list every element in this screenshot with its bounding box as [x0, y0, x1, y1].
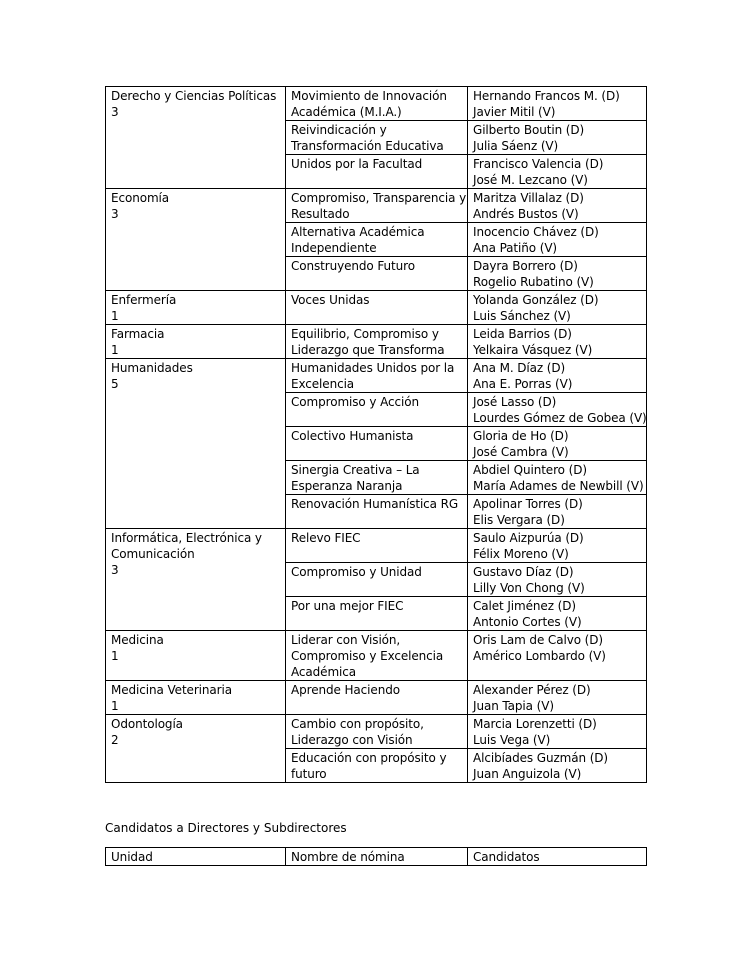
nomination-name-line: Sinergia Creativa – La — [291, 463, 420, 477]
candidate-name: Juan Tapia (V) — [473, 699, 554, 713]
unit-name: Medicina Veterinaria — [111, 683, 232, 697]
candidate-name: Alcibíades Guzmán (D) — [473, 751, 609, 765]
candidates-cell — [468, 427, 647, 461]
unit-name: Derecho y Ciencias Políticas — [111, 89, 277, 103]
candidate-name: Elis Vergara (D) — [473, 513, 565, 527]
unit-seats: 3 — [111, 563, 119, 577]
nomination-name-line: Compromiso y Unidad — [291, 565, 422, 579]
table-row — [106, 189, 647, 223]
table-row — [106, 631, 647, 681]
candidate-name: Julia Sáenz (V) — [473, 139, 559, 153]
candidate-name: Francisco Valencia (D) — [473, 157, 604, 171]
candidate-name: Juan Anguizola (V) — [473, 767, 582, 781]
nomination-name-line: futuro — [291, 767, 327, 781]
unit-name: Economía — [111, 191, 170, 205]
table-row — [106, 325, 647, 359]
candidate-name: José Lasso (D) — [473, 395, 557, 409]
section-heading: Candidatos a Directores y Subdirectores — [105, 821, 347, 835]
nomination-cell — [286, 291, 468, 325]
candidate-name: María Adames de Newbill (V) — [473, 479, 644, 493]
header-candidates: Candidatos — [468, 848, 647, 866]
candidates-cell — [468, 631, 647, 681]
unit-name: Odontología — [111, 717, 183, 731]
nomination-cell — [286, 597, 468, 631]
nomination-name-line: Unidos por la Facultad — [291, 157, 423, 171]
nomination-name-line: Colectivo Humanista — [291, 429, 414, 443]
candidates-cell — [468, 223, 647, 257]
nomination-name-line: Liderazgo con Visión — [291, 733, 413, 747]
candidates-cell — [468, 461, 647, 495]
unit-seats: 2 — [111, 733, 119, 747]
nomination-name-line: Transformación Educativa — [291, 139, 444, 153]
nomination-cell — [286, 359, 468, 393]
candidate-name: Leida Barrios (D) — [473, 327, 572, 341]
nomination-name-line: Equilibrio, Compromiso y — [291, 327, 439, 341]
candidates-cell — [468, 359, 647, 393]
nomination-name-line: Compromiso y Excelencia — [291, 649, 444, 663]
candidate-name: Félix Moreno (V) — [473, 547, 569, 561]
nomination-cell — [286, 631, 468, 681]
candidate-name: Ana Patiño (V) — [473, 241, 558, 255]
unit-seats: 1 — [111, 699, 119, 713]
nomination-name-line: Liderar con Visión, — [291, 633, 401, 647]
unit-name-continued: Comunicación — [111, 547, 195, 561]
candidate-name: Américo Lombardo (V) — [473, 649, 606, 663]
table-row — [106, 87, 647, 121]
nomination-name-line: Relevo FIEC — [291, 531, 361, 545]
nomination-cell — [286, 87, 468, 121]
nomination-cell — [286, 257, 468, 291]
unit-cell — [106, 631, 286, 681]
nomination-cell — [286, 427, 468, 461]
candidates-cell — [468, 155, 647, 189]
unit-name: Humanidades — [111, 361, 193, 375]
candidates-cell — [468, 529, 647, 563]
nomination-name-line: Académica — [291, 665, 357, 679]
nomination-name-line: Compromiso, Transparencia y — [291, 191, 467, 205]
candidate-name: Saulo Aizpurúa (D) — [473, 531, 584, 545]
candidate-name: Oris Lam de Calvo (D) — [473, 633, 603, 647]
nomination-cell — [286, 563, 468, 597]
candidate-name: Yolanda González (D) — [473, 293, 599, 307]
nomination-cell — [286, 749, 468, 783]
unit-seats: 5 — [111, 377, 119, 391]
nomination-name-line: Académica (M.I.A.) — [291, 105, 402, 119]
nomination-cell — [286, 529, 468, 563]
candidate-name: Antonio Cortes (V) — [473, 615, 582, 629]
table-row — [106, 359, 647, 393]
unit-seats: 1 — [111, 649, 119, 663]
nomination-name-line: Resultado — [291, 207, 350, 221]
nomination-name-line: Excelencia — [291, 377, 355, 391]
nomination-cell — [286, 681, 468, 715]
candidates-cell — [468, 715, 647, 749]
candidate-name: Luis Vega (V) — [473, 733, 551, 747]
candidate-name: Gloria de Ho (D) — [473, 429, 569, 443]
candidate-name: Lilly Von Chong (V) — [473, 581, 585, 595]
candidate-name: Lourdes Gómez de Gobea (V) — [473, 411, 647, 425]
header-nomination-name: Nombre de nómina — [286, 848, 468, 866]
candidates-cell — [468, 121, 647, 155]
nomination-name-line: Educación con propósito y — [291, 751, 447, 765]
unit-cell — [106, 291, 286, 325]
candidates-cell — [468, 325, 647, 359]
unit-cell — [106, 87, 286, 189]
nomination-name-line: Por una mejor FIEC — [291, 599, 404, 613]
nomination-name-line: Aprende Haciendo — [291, 683, 400, 697]
nomination-name-line: Humanidades Unidos por la — [291, 361, 455, 375]
nomination-name-line: Independiente — [291, 241, 377, 255]
nomination-cell — [286, 223, 468, 257]
candidate-name: Dayra Borrero (D) — [473, 259, 578, 273]
nomination-cell — [286, 121, 468, 155]
nomination-name-line: Voces Unidas — [291, 293, 370, 307]
candidate-name: Gustavo Díaz (D) — [473, 565, 574, 579]
unit-name: Medicina — [111, 633, 164, 647]
unit-cell — [106, 715, 286, 783]
candidates-cell — [468, 291, 647, 325]
header-unit: Unidad — [106, 848, 286, 866]
nomination-cell — [286, 325, 468, 359]
candidates-cell — [468, 257, 647, 291]
candidate-name: Inocencio Chávez (D) — [473, 225, 599, 239]
nomination-name-line: Reivindicación y — [291, 123, 387, 137]
unit-seats: 1 — [111, 309, 119, 323]
unit-name: Enfermería — [111, 293, 177, 307]
candidates-cell — [468, 597, 647, 631]
candidates-cell — [468, 87, 647, 121]
nomination-cell — [286, 393, 468, 427]
nomination-name-line: Liderazgo que Transforma — [291, 343, 445, 357]
unit-seats: 1 — [111, 343, 119, 357]
nomination-name-line: Cambio con propósito, — [291, 717, 424, 731]
candidates-cell — [468, 189, 647, 223]
directors-candidates-table — [105, 847, 647, 866]
council-candidates-table — [105, 86, 647, 783]
candidate-name: Javier Mitil (V) — [473, 105, 556, 119]
candidates-cell — [468, 749, 647, 783]
candidate-name: Apolinar Torres (D) — [473, 497, 583, 511]
unit-cell — [106, 325, 286, 359]
candidates-cell — [468, 681, 647, 715]
unit-name: Farmacia — [111, 327, 165, 341]
unit-seats: 3 — [111, 207, 119, 221]
candidate-name: Gilberto Boutin (D) — [473, 123, 585, 137]
candidate-name: Calet Jiménez (D) — [473, 599, 576, 613]
council-candidates-table-body — [106, 87, 647, 783]
candidate-name: Ana E. Porras (V) — [473, 377, 573, 391]
candidate-name: Andrés Bustos (V) — [473, 207, 579, 221]
candidate-name: José Cambra (V) — [473, 445, 569, 459]
candidate-name: Hernando Francos M. (D) — [473, 89, 620, 103]
candidate-name: Ana M. Díaz (D) — [473, 361, 566, 375]
nomination-name-line: Compromiso y Acción — [291, 395, 419, 409]
nomination-cell — [286, 461, 468, 495]
candidate-name: Luis Sánchez (V) — [473, 309, 571, 323]
candidates-cell — [468, 495, 647, 529]
table-row — [106, 529, 647, 563]
nomination-name-line: Esperanza Naranja — [291, 479, 403, 493]
table-row — [106, 715, 647, 749]
nomination-name-line: Movimiento de Innovación — [291, 89, 447, 103]
nomination-name-line: Construyendo Futuro — [291, 259, 415, 273]
unit-seats: 3 — [111, 105, 119, 119]
table-row — [106, 291, 647, 325]
unit-cell — [106, 359, 286, 529]
unit-cell — [106, 681, 286, 715]
nomination-cell — [286, 155, 468, 189]
candidate-name: Abdiel Quintero (D) — [473, 463, 587, 477]
candidates-cell — [468, 563, 647, 597]
unit-cell — [106, 529, 286, 631]
unit-name: Informática, Electrónica y — [111, 531, 262, 545]
candidate-name: Marcia Lorenzetti (D) — [473, 717, 597, 731]
candidates-cell — [468, 393, 647, 427]
table-row — [106, 681, 647, 715]
nomination-cell — [286, 495, 468, 529]
nomination-cell — [286, 715, 468, 749]
nomination-cell — [286, 189, 468, 223]
nomination-name-line: Alternativa Académica — [291, 225, 425, 239]
candidate-name: José M. Lezcano (V) — [473, 173, 588, 187]
candidate-name: Rogelio Rubatino (V) — [473, 275, 594, 289]
candidate-name: Maritza Villalaz (D) — [473, 191, 584, 205]
candidate-name: Alexander Pérez (D) — [473, 683, 591, 697]
table-header-row — [106, 848, 647, 866]
nomination-name-line: Renovación Humanística RG — [291, 497, 459, 511]
unit-cell — [106, 189, 286, 291]
candidate-name: Yelkaira Vásquez (V) — [473, 343, 593, 357]
